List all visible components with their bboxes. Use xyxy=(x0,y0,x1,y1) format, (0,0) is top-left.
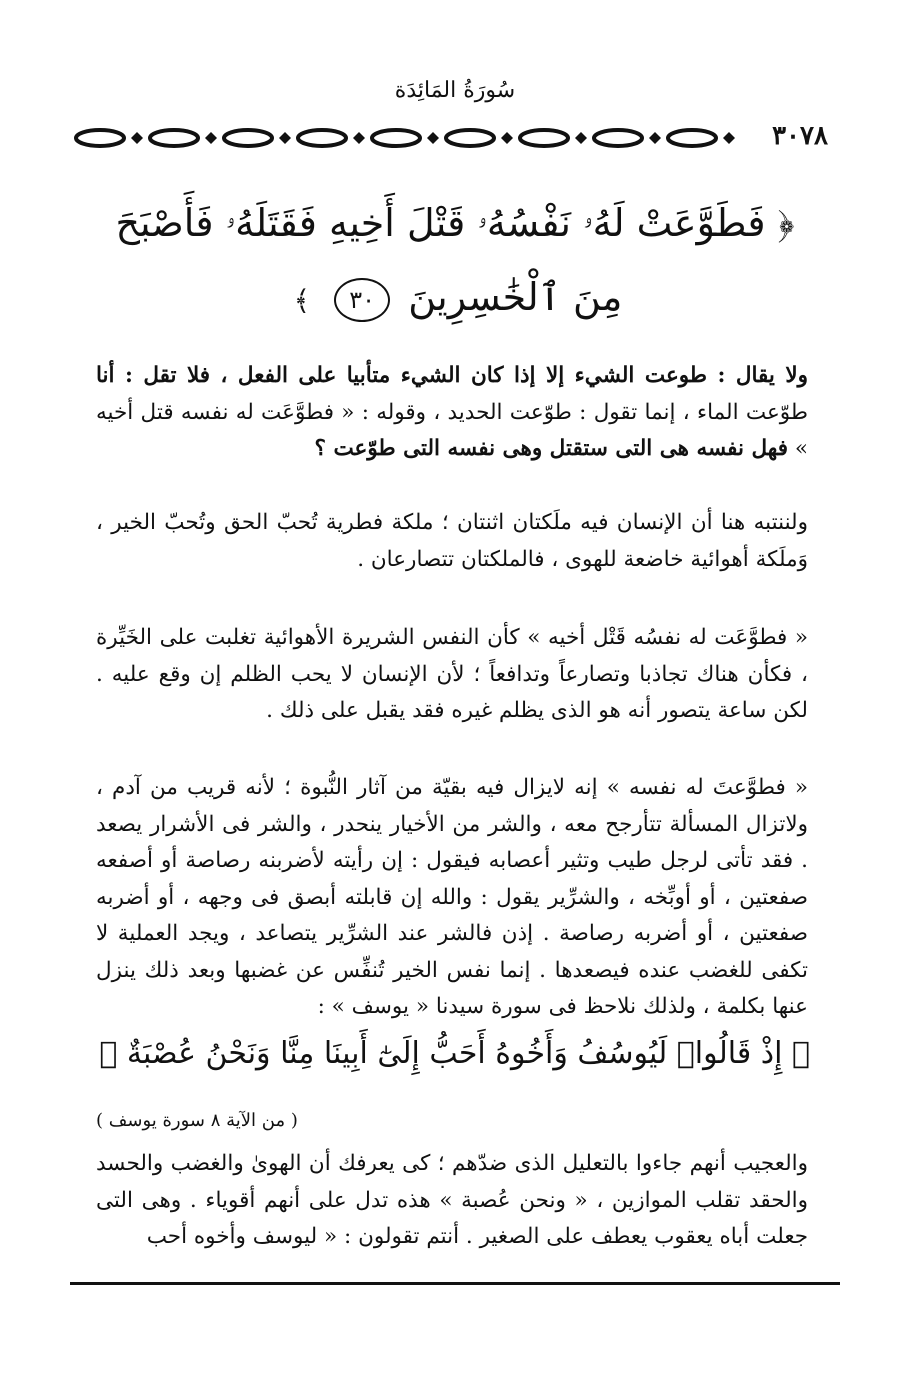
chain-ornament-icon xyxy=(70,124,760,152)
quran-verse xyxy=(90,186,820,338)
paragraph-1-bold-end: فهل نفسه هى التى ستقتل وهى نفسه التى طوّعت ؟ xyxy=(314,436,788,461)
page-number: ٣٠٧٨ xyxy=(772,121,828,151)
paragraph-4: « فطوَّعتَ له نفسه » إنه لايزال فيه بقيّة من آثار النُّبوة ؛ لأنه قريب من آدم ، ولاتزال المسألة تتأرجح معه ، والشر من الأخيار ينحدر ، والشر فى الأشرار يصعد . فقد تأتى لرجل طيب وتثير أعصابه فيقول : إن رأيته لأضربنه رصاصة أو أصفعه صفعتين ، أو أوبِّخه ، والشرِّير يقول : والله إن قابلته أبصق فى وجهه ، أو أضربه صفعتين ، أو أضربه رصاصة . إذن فالشر عند الشرِّير يتصاعد ، ويجد العملية لا تكفى للغضب عنده فيصعدها . إنما نفس الخير تُنفِّس عن غضبها وبعد ذلك ينزل عنها بكلمة ، ولذلك نلاحظ فى سورة سيدنا « يوسف » : xyxy=(96,775,808,1019)
verse-end-ornament-icon: ﴾ xyxy=(293,284,311,317)
quoted-verse-yusuf: ﴿ إِذْ قَالُوا۟ لَيُوسُفُ وَأَخُوهُ أَحَبُّ إِلَىٰٓ أَبِينَا مِنَّا وَنَحْنُ عُصْبَةٌ ﴾ xyxy=(99,1036,810,1071)
verse-line-2 xyxy=(90,260,820,338)
verse-text-1: ﴿ فَطَوَّعَتْ لَهُۥ نَفْسُهُۥ قَتْلَ أَخِيهِ فَقَتَلَهُۥ فَأَصْبَحَ xyxy=(115,201,795,245)
verse-line-1 xyxy=(90,186,820,260)
paragraph-1-body: طوّعت الماء ، إنما تقول : طوّعت الحديد ، وقوله : « فطوَّعَت له نفسه قتل أخيه » xyxy=(96,399,808,461)
paragraph-1-bold-start: ولا يقال : طوعت الشيء إلا إذا كان الشيء متأبيا على الفعل ، فلا تقل : أنا xyxy=(96,363,808,388)
ayah-number-badge: ٣٠ xyxy=(334,278,390,322)
paragraph-2: ولننتبه هنا أن الإنسان فيه ملَكتان اثنتان ؛ ملكة فطرية تُحبّ الحق وتُحبّ الخير ، وَملَكة أهوائية خاضعة للهوى ، فالملكتان تتصارعان . xyxy=(96,510,808,572)
bottom-divider xyxy=(70,1282,840,1285)
paragraph-1 xyxy=(96,358,808,468)
paragraph-5: والعجيب أنهم جاءوا بالتعليل الذى ضدّهم ؛ كى يعرفك أن الهوىٰ والغضب والحسد والحقد تقلب الموازين ، « ونحن عُصبة » هذه تدل على أنهم أقوياء . وهى التى جعلت أباه يعقوب يعطف على الصغير . أنتم تقولون : « ليوسف وأخوه أحب xyxy=(96,1151,808,1249)
header-ornament-row xyxy=(70,121,840,152)
paragraph-3: « فطوَّعَت له نفسُه قَتْل أخيه » كأن النفس الشريرة الأهوائية تغلبت على الخَيِّرة ، فكأن هناك تجاذبا وتصارعاً وتدافعاً ؛ لأن الإنسان لا يحب الظلم إن وقع عليه . لكن ساعة يتصور أنه هو الذى يظلم غيره فقد يقبل على ذلك . xyxy=(96,625,808,723)
verse-reference: ( من الآية ٨ سورة يوسف ) xyxy=(96,1110,298,1131)
verse-text-2: مِنَ ٱلْخَٰسِرِينَ xyxy=(408,275,623,319)
surah-title: سُورَةُ المَائِدَة xyxy=(394,78,516,103)
